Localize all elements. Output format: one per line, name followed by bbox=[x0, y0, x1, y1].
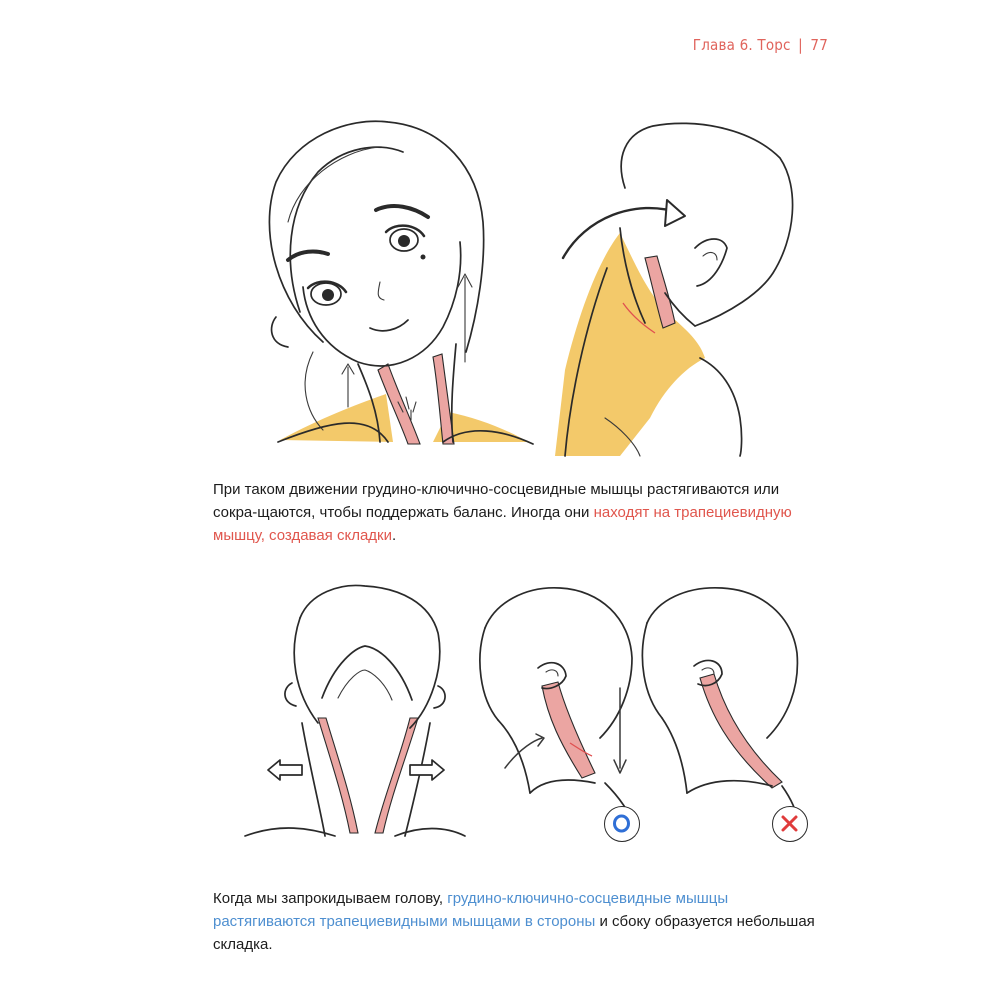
paragraph-2-highlight: грудино-ключично-сосцевидные мышцы растягиваются трапециевидными мышцами в стороны bbox=[213, 890, 729, 930]
paragraph-2-text: Когда мы запрокидываем голову, bbox=[213, 890, 448, 907]
tilted-head-illustration bbox=[228, 112, 548, 457]
paragraph-2-end: и сбоку образуется небольшая складка. bbox=[213, 913, 815, 953]
cross-icon bbox=[773, 807, 806, 840]
header-separator: | bbox=[798, 36, 803, 54]
paragraph-1-highlight: находят на трапециевидную мышцу, создавая складки bbox=[213, 504, 792, 544]
wrong-side-illustration bbox=[632, 578, 807, 823]
head-back-side-illustration bbox=[545, 118, 805, 458]
paragraph-1-text: При таком движении грудино-ключично-сосцевидные мышцы растягиваются или сокра-щаются, чтобы поддержать баланс. Иногда они bbox=[213, 481, 780, 521]
paragraph-head-tilt bbox=[213, 887, 823, 956]
head-back-front-illustration bbox=[240, 578, 465, 838]
paragraph-muscle-balance bbox=[213, 478, 823, 547]
paragraph-1-end: . bbox=[392, 527, 397, 544]
page-number: 77 bbox=[810, 36, 828, 54]
wrong-badge bbox=[772, 806, 808, 842]
correct-side-illustration bbox=[470, 578, 640, 823]
circle-check-icon bbox=[605, 807, 638, 840]
chapter-title: Глава 6. Торс bbox=[692, 36, 791, 54]
page-header bbox=[693, 36, 828, 54]
correct-badge bbox=[604, 806, 640, 842]
